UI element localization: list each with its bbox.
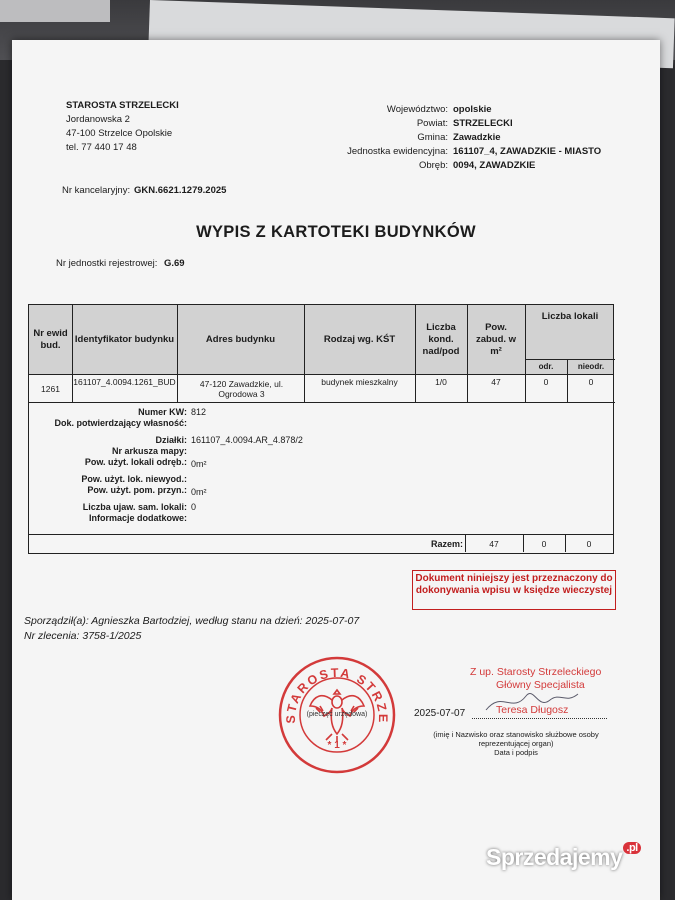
detail-label-extra-info: Informacje dodatkowe: [88, 513, 187, 523]
watermark-suffix: .pl [623, 842, 640, 854]
header-kind: Rodzaj wg. KŚT [323, 334, 396, 345]
office-phone: tel. 77 440 17 48 [66, 142, 137, 153]
cell-units-nieodr: 0 [588, 377, 594, 387]
detail-label-map-sheet: Nr arkusza mapy: [111, 446, 187, 456]
sprzedajemy-watermark [486, 842, 641, 871]
cell-units-odr: 0 [543, 377, 549, 387]
row-divider [29, 402, 615, 403]
signature-handwriting [482, 670, 582, 720]
detail-label-kw: Numer KW: [138, 407, 187, 417]
document-page [12, 40, 660, 900]
seal-ring-text: STAROSTA STRZE [283, 665, 391, 725]
prepared-by: Sporządził(a): Agnieszka Bartodziej, według stanu na dzień: 2025-07-07 [24, 615, 360, 627]
land-register-notice: Dokument niniejszy jest przeznaczony do dokonywania wpisu w księdze wieczystej [412, 570, 616, 610]
location-label-commune: Gmina: [417, 132, 448, 143]
totals-row [28, 534, 614, 554]
seal-center-caption: (pieczęć urzędowa) [306, 711, 368, 718]
office-number-value: GKN.6621.1279.2025 [134, 185, 227, 196]
location-label-voivodeship: Województwo: [386, 104, 448, 115]
location-label-county: Powiat: [416, 118, 448, 129]
header-units-odr: odr. [538, 362, 554, 371]
location-value-voivodeship: opolskie [453, 104, 492, 115]
signature-line [472, 718, 607, 719]
totals-label: Razem: [430, 538, 463, 549]
seal-bottom-text: * 1 * [327, 740, 347, 751]
detail-value-area-auxiliary: 0m² [191, 487, 207, 497]
background-paper-strip [0, 0, 110, 22]
office-city: 47-100 Strzelce Opolskie [66, 128, 173, 139]
cell-area: 47 [491, 377, 501, 387]
location-value-county: STRZELECKI [453, 118, 513, 129]
header-units: Liczba lokali [541, 311, 599, 322]
office-street: Jordanowska 2 [66, 114, 130, 125]
cell-floors: 1/0 [435, 377, 447, 387]
watermark-brand: Sprzedajemy [486, 844, 623, 870]
signature-name: Teresa Długosz [496, 704, 569, 716]
detail-label-area-auxiliary: Pow. użyt. pom. przyn.: [87, 485, 187, 495]
signature-line1: Z up. Starosty Strzeleckiego [470, 666, 602, 678]
header-nr: Nr ewid bud. [33, 328, 68, 351]
detail-label-ownership: Dok. potwierdzający własność: [54, 418, 187, 428]
totals-odr: 0 [541, 538, 547, 549]
header-address: Adres budynku [205, 334, 276, 345]
signature-line2: Główny Specjalista [496, 679, 585, 691]
cell-nr: 1261 [41, 383, 60, 394]
buildings-table [28, 304, 614, 554]
detail-label-parcels: Działki: [155, 435, 187, 445]
detail-value-area-separate: 0m² [191, 459, 207, 469]
cell-kind: budynek mieszkalny [321, 377, 398, 387]
detail-value-kw: 812 [191, 407, 207, 417]
header-identifier: Identyfikator budynku [74, 334, 175, 345]
detail-value-units-count: 0 [191, 502, 197, 512]
header-area: Pow. zabud. w m² [475, 322, 517, 357]
location-label-unit: Jednostka ewidencyjna: [347, 146, 448, 157]
totals-area: 47 [489, 538, 499, 549]
header-units-nieodr: nieodr. [577, 362, 605, 371]
location-value-precinct: 0094, ZAWADZKIE [453, 160, 536, 171]
location-label-precinct: Obręb: [418, 160, 448, 171]
official-seal [278, 656, 396, 774]
header-floors: Liczba kond. nad/pod [422, 322, 460, 357]
register-unit-label: Nr jednostki rejestrowej: [56, 258, 158, 269]
cell-address: 47-120 Zawadzkie, ul. Ogrodowa 3 [199, 378, 284, 399]
signature-date: 2025-07-07 [414, 708, 466, 719]
signature-caption-1: (imię i Nazwisko oraz stanowisko służbowe osoby [433, 730, 599, 739]
signature-caption-3: Data i podpis [494, 748, 538, 757]
detail-label-area-separate: Pow. użyt. lokali odręb.: [84, 457, 187, 467]
office-name: STAROSTA STRZELECKI [66, 100, 179, 111]
location-value-commune: Zawadzkie [453, 132, 501, 143]
signature-caption-2: reprezentującej organ) [478, 739, 554, 748]
detail-label-area-nonseparate: Pow. użyt. lok. niewyod.: [81, 474, 187, 484]
document-title: WYPIS Z KARTOTEKI BUDYNKÓW [196, 223, 476, 241]
detail-label-units-count: Liczba ujaw. sam. lokali: [82, 502, 187, 512]
location-value-unit: 161107_4, ZAWADZKIE - MIASTO [453, 146, 602, 157]
order-number: Nr zlecenia: 3758-1/2025 [24, 630, 142, 642]
cell-identifier: 161107_4.0094.1261_BUD [73, 377, 176, 387]
totals-nieodr: 0 [586, 538, 592, 549]
handwritten-signature [482, 670, 582, 720]
office-number-label: Nr kancelaryjny: [62, 185, 131, 196]
detail-value-parcels: 161107_4.0094.AR_4.878/2 [191, 435, 303, 445]
register-unit-value: G.69 [164, 258, 185, 269]
